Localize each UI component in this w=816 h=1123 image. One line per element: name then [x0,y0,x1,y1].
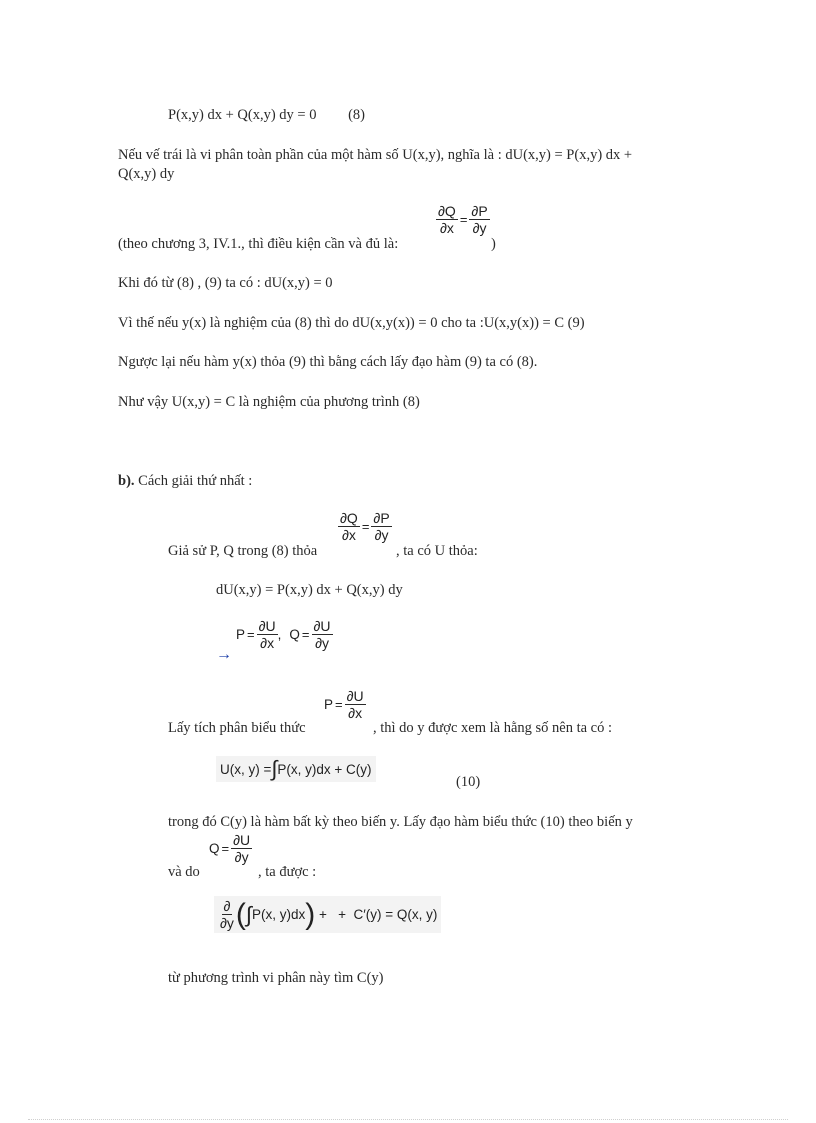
condition-close-paren: ) [491,236,496,252]
final-equation: $\frac{\partial}{\partial y}$ ( ∫ P(x, y)dx ) + + C′(y) = Q(x, y) [214,896,441,933]
du-dy-fraction: $\frac{\partial U}{\partial y}$ [313,618,331,651]
integral-icon: ∫ [271,756,278,781]
assume-formula: $\frac{\partial Q}{\partial x}$ = $\frac{\partial P}{\partial y}$ [340,510,390,543]
equation-10: U(x, y) = ∫ P(x, y)dx + C(y) [216,756,376,782]
equation-8 [168,106,365,124]
integrate-du-dx-fraction: $\frac{\partial U}{\partial x}$ [346,688,364,721]
pq-partials-formula: P = $\frac{\partial U}{\partial x}$ , Q = $\frac{\partial U}{\partial y}$ [236,618,331,651]
assume-dp-dy-fraction: $\frac{\partial P}{\partial y}$ [373,510,390,543]
paragraph-total-differential-2: Q(x,y) dy [118,166,175,182]
section-b-title: Cách giải thứ nhất : [134,473,253,489]
page-bottom-divider [28,1119,788,1120]
section-b-heading [118,472,252,490]
condition-text: (theo chương 3, IV.1., thì điều kiện cần và đủ là: [118,236,399,252]
section-b-label: b). [118,473,135,489]
condition-formula: $\frac{\partial Q}{\partial x}$ = $\frac{\partial P}{\partial y}$ [438,203,488,236]
dp-dy-fraction: $\frac{\partial P}{\partial y}$ [471,203,488,236]
du-dx-fraction: $\frac{\partial U}{\partial x}$ [258,618,276,651]
paragraph-6: trong đó C(y) là hàm bất kỳ theo biến y. Lấy đạo hàm biểu thức (10) theo biến y [168,814,633,830]
assume-text: Giả sử P, Q trong (8) thỏa [168,543,318,559]
integrate-after-text: , thì do y được xem là hằng số nên ta có : [373,720,613,736]
vado-formula: Q = $\frac{\partial U}{\partial y}$ [209,832,251,865]
assume-after-text: , ta có U thỏa: [396,543,478,559]
implies-arrow-icon: → [216,646,232,663]
dq-dx-fraction: $\frac{\partial Q}{\partial x}$ [438,203,456,236]
final-integral-icon: ∫ [245,901,252,927]
equation-8-number: (8) [348,107,366,123]
equation-10-number: (10) [456,774,481,790]
integrate-formula: P = $\frac{\partial U}{\partial x}$ [324,688,364,721]
assume-dq-dx-fraction: $\frac{\partial Q}{\partial x}$ [340,510,358,543]
du-equation: dU(x,y) = P(x,y) dx + Q(x,y) dy [216,582,403,598]
vado-text: và do [168,864,200,880]
paragraph-3: Vì thế nếu y(x) là nghiệm của (8) thì do dU(x,y(x)) = 0 cho ta :U(x,y(x)) = C (9) [118,315,585,331]
paragraph-2: Khi đó từ (8) , (9) ta có : dU(x,y) = 0 [118,275,333,291]
paragraph-total-differential-1: Nếu vế trái là vi phân toàn phần của một hàm số U(x,y), nghĩa là : dU(x,y) = P(x,y) dx + [118,147,633,163]
paragraph-4: Ngược lại nếu hàm y(x) thỏa (9) thì bằng cách lấy đạo hàm (9) ta có (8). [118,354,538,370]
integrate-text: Lấy tích phân biểu thức [168,720,306,736]
paragraph-7: từ phương trình vi phân này tìm C(y) [168,970,384,986]
vado-du-dy-fraction: $\frac{\partial U}{\partial y}$ [233,832,251,865]
equation-8-text: P(x,y) dx + Q(x,y) dy = 0 [168,107,317,123]
vado-after-text: , ta được : [258,864,317,880]
partial-y-operator: $\frac{\partial}{\partial y}$ [220,898,234,931]
paragraph-5: Như vậy U(x,y) = C là nghiệm của phương trình (8) [118,394,420,410]
